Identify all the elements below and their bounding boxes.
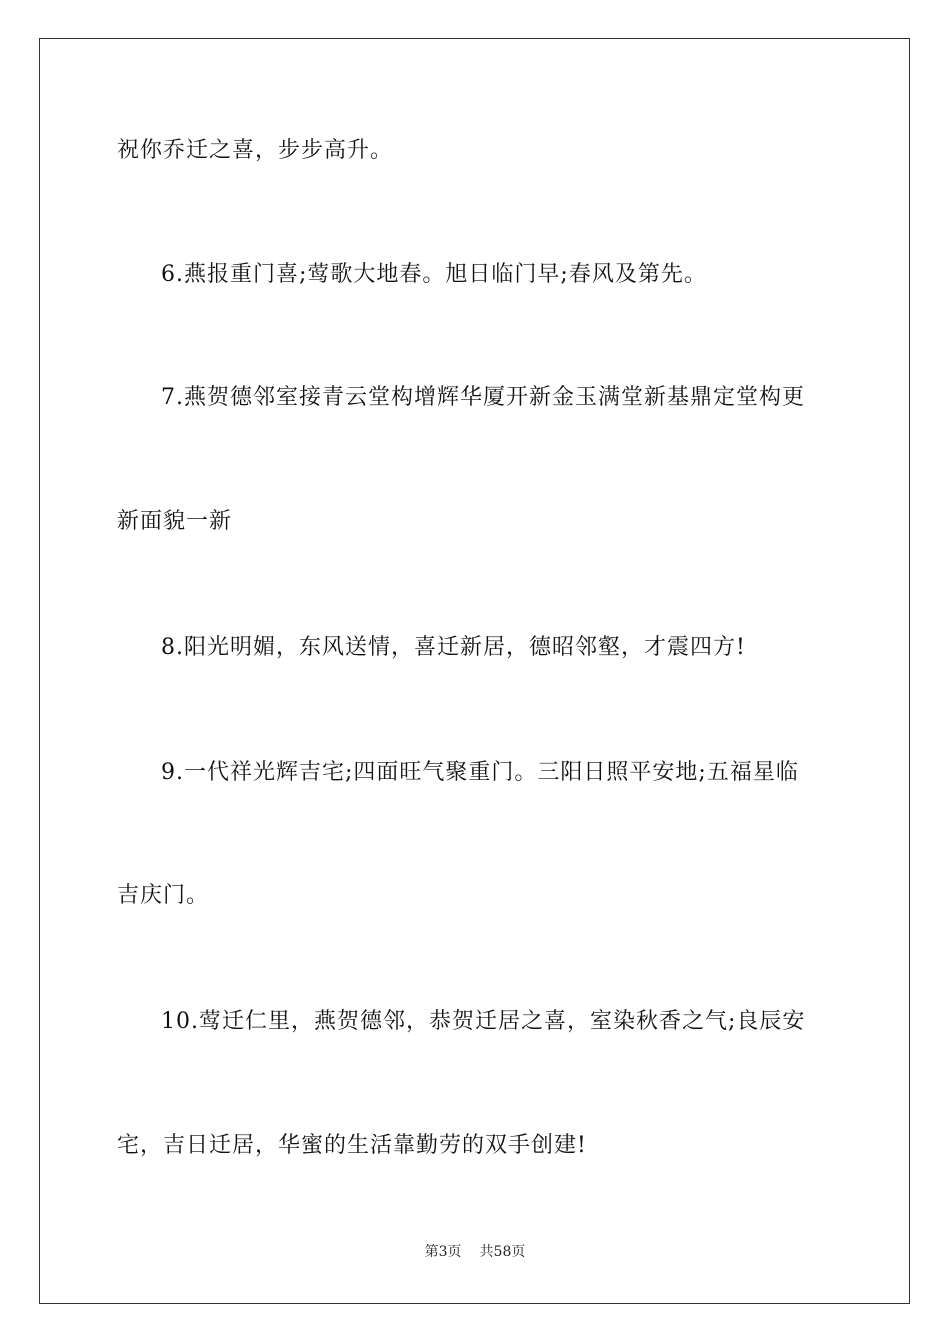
text-line-5: 8.阳光明媚，东风送情，喜迁新居，德昭邻壑，才震四方! (161, 635, 746, 660)
text-line-2: 6.燕报重门喜;莺歌大地春。旭日临门早;春风及第先。 (161, 262, 707, 287)
page-total: 共58页 (479, 1244, 526, 1260)
text-line-8: 10.莺迁仁里，燕贺德邻，恭贺迁居之喜，室染秋香之气;良辰安 (161, 1009, 806, 1034)
text-line-6: 9.一代祥光辉吉宅;四面旺气聚重门。三阳日照平安地;五福星临 (161, 760, 799, 785)
page-number: 第3页 (424, 1244, 462, 1260)
page-border (39, 38, 910, 1304)
text-line-7: 吉庆门。 (117, 883, 210, 908)
text-line-3: 7.燕贺德邻室接青云堂构增辉华厦开新金玉满堂新基鼎定堂构更 (161, 385, 805, 410)
text-line-9: 宅，吉日迁居，华蜜的生活靠勤劳的双手创建! (117, 1133, 587, 1158)
text-line-1: 祝你乔迁之喜，步步高升。 (117, 138, 394, 163)
text-line-4: 新面貌一新 (117, 509, 233, 534)
page-footer (0, 1243, 950, 1261)
